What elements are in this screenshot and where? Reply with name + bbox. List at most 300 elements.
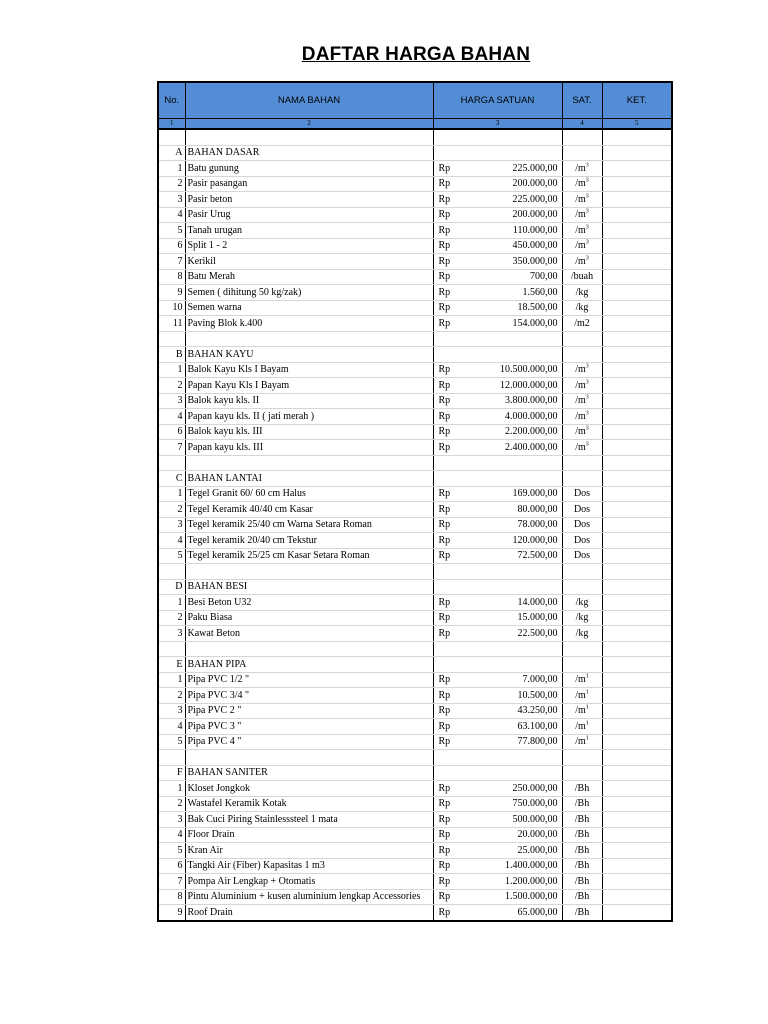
item-price [433,703,562,719]
price-value: 72.500,00 [517,550,558,562]
item-unit [562,362,602,378]
item-unit [562,192,602,208]
cell-ket [602,161,672,177]
currency-label: Rp [438,224,451,236]
table-row [158,238,672,254]
unit-label: /Bh [574,782,590,794]
item-no: 1 [158,672,185,688]
table-row [158,734,672,750]
item-name: Tanah urugan [185,223,433,239]
item-price [433,688,562,704]
item-price [433,843,562,859]
section-code: D [158,579,185,595]
cell-sat [562,145,602,161]
cell-sat [562,750,602,766]
price-value: 225.000,00 [512,193,558,205]
price-value: 15.000,00 [517,612,558,624]
item-name: Semen ( dihitung 50 kg/zak) [185,285,433,301]
currency-label: Rp [438,286,451,298]
currency-label: Rp [438,689,451,701]
item-price [433,238,562,254]
currency-label: Rp [438,379,451,391]
price-value: 700,00 [530,271,558,283]
item-price [433,409,562,425]
cell-no [158,455,185,471]
item-no: 9 [158,905,185,921]
item-name: Roof Drain [185,905,433,921]
cell-sat [562,471,602,487]
item-unit [562,610,602,626]
price-value: 2.200.000,00 [505,426,558,438]
section-row [158,657,672,673]
page-title: DAFTAR HARGA BAHAN [301,44,531,65]
cell-sat [562,455,602,471]
column-number: 2 [185,119,433,130]
table-row [158,858,672,874]
table-row [158,409,672,425]
cell-ket [602,145,672,161]
header-ket: KET. [602,82,672,119]
unit-label: /m [575,379,586,391]
currency-label: Rp [438,844,451,856]
item-price [433,734,562,750]
currency-label: Rp [438,534,451,546]
unit-label: /m [575,395,586,407]
item-unit [562,517,602,533]
item-unit [562,874,602,890]
cell-ket [602,843,672,859]
item-price [433,595,562,611]
currency-label: Rp [438,612,451,624]
header-no: No. [158,82,185,119]
unit-label: /m [575,193,586,205]
unit-label: /m [575,209,586,221]
item-name: Tegel keramik 20/40 cm Tekstur [185,533,433,549]
section-name: BAHAN KAYU [185,347,433,363]
item-name: Kran Air [185,843,433,859]
unit-label: /m [575,410,586,422]
table-row [158,378,672,394]
header-row [158,82,672,119]
cell-ket [602,455,672,471]
item-unit [562,393,602,409]
item-price [433,796,562,812]
section-name: BAHAN LANTAI [185,471,433,487]
item-name: Kerikil [185,254,433,270]
unit-label: Dos [573,503,591,515]
cell-sat [562,564,602,580]
unit-exponent: 3 [585,224,589,231]
item-price [433,889,562,905]
cell-price [433,471,562,487]
table-row [158,610,672,626]
section-name: BAHAN SANITER [185,765,433,781]
currency-label: Rp [438,519,451,531]
currency-label: Rp [438,162,451,174]
item-price [433,502,562,518]
item-name: Paving Blok k.400 [185,316,433,332]
cell-ket [602,812,672,828]
item-name: Balok Kayu Kls I Bayam [185,362,433,378]
blank-row [158,641,672,657]
unit-exponent: 3 [585,363,589,370]
unit-exponent: 1 [585,704,589,711]
cell-ket [602,719,672,735]
unit-label: /kg [575,302,589,314]
cell-name [185,455,433,471]
price-value: 250.000,00 [512,782,558,794]
cell-ket [602,827,672,843]
cell-ket [602,688,672,704]
cell-ket [602,300,672,316]
currency-label: Rp [438,627,451,639]
cell-ket [602,378,672,394]
table-row [158,626,672,642]
item-unit [562,672,602,688]
price-value: 1.560,00 [522,286,558,298]
section-name: BAHAN BESI [185,579,433,595]
item-price [433,300,562,316]
item-name: Semen warna [185,300,433,316]
item-price [433,393,562,409]
cell-ket [602,734,672,750]
price-value: 1.500.000,00 [505,891,558,903]
item-no: 6 [158,424,185,440]
price-value: 350.000,00 [512,255,558,267]
item-name: Pipa PVC 3/4 " [185,688,433,704]
item-unit [562,626,602,642]
currency-label: Rp [438,550,451,562]
currency-label: Rp [438,178,451,190]
cell-ket [602,440,672,456]
price-value: 7.000,00 [522,674,558,686]
price-table [157,81,673,922]
cell-name [185,331,433,347]
unit-label: /Bh [574,798,590,810]
column-number-row [158,119,672,130]
price-value: 1.400.000,00 [505,860,558,872]
table-row [158,533,672,549]
item-price [433,672,562,688]
unit-label: /m [575,426,586,438]
item-no: 4 [158,207,185,223]
item-no: 5 [158,734,185,750]
item-no: 1 [158,781,185,797]
currency-label: Rp [438,875,451,887]
price-value: 225.000,00 [512,162,558,174]
cell-ket [602,238,672,254]
cell-price [433,657,562,673]
price-value: 169.000,00 [512,488,558,500]
currency-label: Rp [438,674,451,686]
currency-label: Rp [438,240,451,252]
currency-label: Rp [438,193,451,205]
unit-label: /Bh [574,891,590,903]
item-name: Pompa Air Lengkap + Otomatis [185,874,433,890]
cell-ket [602,626,672,642]
cell-price [433,145,562,161]
cell-price [433,765,562,781]
item-name: Papan Kayu Kls I Bayam [185,378,433,394]
cell-ket [602,765,672,781]
column-number: 3 [433,119,562,130]
unit-label: /kg [575,627,589,639]
section-name: BAHAN PIPA [185,657,433,673]
unit-exponent: 3 [585,425,589,432]
price-value: 1.200.000,00 [505,875,558,887]
table-row [158,517,672,533]
item-price [433,269,562,285]
item-no: 1 [158,486,185,502]
item-unit [562,161,602,177]
cell-ket [602,254,672,270]
table-row [158,269,672,285]
cell-ket [602,517,672,533]
table-row [158,161,672,177]
unit-exponent: 3 [585,255,589,262]
cell-ket [602,424,672,440]
item-no: 3 [158,393,185,409]
cell-sat [562,347,602,363]
price-value: 450.000,00 [512,240,558,252]
unit-label: /m [575,224,586,236]
unit-label: Dos [573,550,591,562]
item-no: 2 [158,688,185,704]
section-code: F [158,765,185,781]
table-row [158,254,672,270]
currency-label: Rp [438,271,451,283]
cell-ket [602,858,672,874]
blank-row [158,564,672,580]
item-unit [562,409,602,425]
item-name: Pasir Urug [185,207,433,223]
item-unit [562,533,602,549]
item-no: 4 [158,827,185,843]
currency-label: Rp [438,317,451,329]
section-row [158,471,672,487]
unit-label: /m [575,705,586,717]
header-sat: SAT. [562,82,602,119]
item-unit [562,843,602,859]
item-name: Tegel Keramik 40/40 cm Kasar [185,502,433,518]
cell-ket [602,207,672,223]
column-number: 1 [158,119,185,130]
unit-label: /m [575,689,586,701]
item-name: Batu gunung [185,161,433,177]
item-unit [562,703,602,719]
unit-label: /m [575,364,586,376]
price-value: 65.000,00 [517,906,558,918]
table-row [158,393,672,409]
currency-label: Rp [438,891,451,903]
currency-label: Rp [438,860,451,872]
price-value: 154.000,00 [512,317,558,329]
table-row [158,874,672,890]
item-name: Pipa PVC 4 " [185,734,433,750]
item-name: Bak Cuci Piring Stainlesssteel 1 mata [185,812,433,828]
item-no: 2 [158,502,185,518]
unit-exponent: 3 [585,208,589,215]
cell-sat [562,331,602,347]
price-value: 12.000.000,00 [500,379,558,391]
item-name: Tegel keramik 25/40 cm Warna Setara Roman [185,517,433,533]
unit-label: /Bh [574,906,590,918]
item-price [433,905,562,921]
item-name: Balok kayu kls. III [185,424,433,440]
blank-row [158,455,672,471]
price-value: 500.000,00 [512,813,558,825]
cell-ket [602,874,672,890]
unit-label: /buah [570,271,594,283]
price-value: 110.000,00 [512,224,558,236]
currency-label: Rp [438,364,451,376]
cell-price [433,331,562,347]
item-no: 8 [158,269,185,285]
cell-ket [602,595,672,611]
price-value: 10.500,00 [517,689,558,701]
column-number: 4 [562,119,602,130]
item-unit [562,316,602,332]
header-nama-bahan: NAMA BAHAN [185,82,433,119]
item-no: 1 [158,161,185,177]
item-name: Tegel keramik 25/25 cm Kasar Setara Roman [185,548,433,564]
item-price [433,378,562,394]
table-row [158,905,672,921]
item-name: Pipa PVC 2 " [185,703,433,719]
table-row [158,176,672,192]
item-no: 3 [158,192,185,208]
price-value: 80.000,00 [517,503,558,515]
unit-label: /m [575,720,586,732]
cell-ket [602,641,672,657]
currency-label: Rp [438,813,451,825]
cell-ket [602,486,672,502]
price-value: 120.000,00 [512,534,558,546]
cell-ket [602,548,672,564]
item-name: Papan kayu kls. II ( jati merah ) [185,409,433,425]
table-row [158,362,672,378]
item-price [433,161,562,177]
price-value: 25.000,00 [517,844,558,856]
item-unit [562,734,602,750]
table-row [158,672,672,688]
table-row [158,688,672,704]
unit-label: /m [575,255,586,267]
item-unit [562,688,602,704]
item-no: 4 [158,719,185,735]
cell-ket [602,502,672,518]
currency-label: Rp [438,782,451,794]
table-row [158,486,672,502]
item-no: 2 [158,610,185,626]
cell-name [185,129,433,145]
cell-price [433,347,562,363]
price-value: 4.000.000,00 [505,410,558,422]
item-unit [562,300,602,316]
item-unit [562,889,602,905]
item-no: 4 [158,409,185,425]
unit-label: /Bh [574,829,590,841]
price-value: 750.000,00 [512,798,558,810]
unit-exponent: 1 [585,720,589,727]
cell-ket [602,703,672,719]
item-no: 2 [158,378,185,394]
section-code: E [158,657,185,673]
unit-label: /kg [575,612,589,624]
unit-label: /m [575,162,586,174]
price-value: 63.100,00 [517,720,558,732]
item-unit [562,812,602,828]
cell-name [185,641,433,657]
item-no: 2 [158,796,185,812]
item-name: Pintu Aluminium + kusen aluminium lengkap Accessories [185,889,433,905]
cell-ket [602,564,672,580]
unit-label: /m [575,441,586,453]
item-name: Tegel Granit 60/ 60 cm Halus [185,486,433,502]
item-name: Tangki Air (Fiber) Kapasitas 1 m3 [185,858,433,874]
cell-no [158,564,185,580]
cell-sat [562,579,602,595]
item-name: Pasir beton [185,192,433,208]
item-price [433,719,562,735]
cell-ket [602,750,672,766]
item-price [433,316,562,332]
unit-label: /m [575,736,586,748]
item-no: 1 [158,362,185,378]
cell-ket [602,347,672,363]
item-name: Balok kayu kls. II [185,393,433,409]
item-no: 3 [158,626,185,642]
cell-ket [602,796,672,812]
currency-label: Rp [438,906,451,918]
price-value: 3.800.000,00 [505,395,558,407]
price-value: 20.000,00 [517,829,558,841]
cell-ket [602,672,672,688]
item-name: Besi Beton U32 [185,595,433,611]
cell-no [158,331,185,347]
table-row [158,812,672,828]
unit-exponent: 1 [585,689,589,696]
section-row [158,347,672,363]
header-harga-satuan: HARGA SATUAN [433,82,562,119]
currency-label: Rp [438,720,451,732]
item-no: 7 [158,254,185,270]
unit-label: /Bh [574,844,590,856]
currency-label: Rp [438,209,451,221]
currency-label: Rp [438,736,451,748]
cell-price [433,641,562,657]
cell-sat [562,657,602,673]
item-unit [562,796,602,812]
item-no: 3 [158,703,185,719]
item-price [433,486,562,502]
item-no: 8 [158,889,185,905]
table-row [158,719,672,735]
currency-label: Rp [438,705,451,717]
item-no: 1 [158,595,185,611]
item-price [433,362,562,378]
table-row [158,285,672,301]
price-value: 77.800,00 [517,736,558,748]
cell-price [433,564,562,580]
item-name: Floor Drain [185,827,433,843]
item-price [433,533,562,549]
unit-exponent: 3 [585,441,589,448]
cell-name [185,564,433,580]
item-no: 10 [158,300,185,316]
item-name: Wastafel Keramik Kotak [185,796,433,812]
table-row [158,781,672,797]
